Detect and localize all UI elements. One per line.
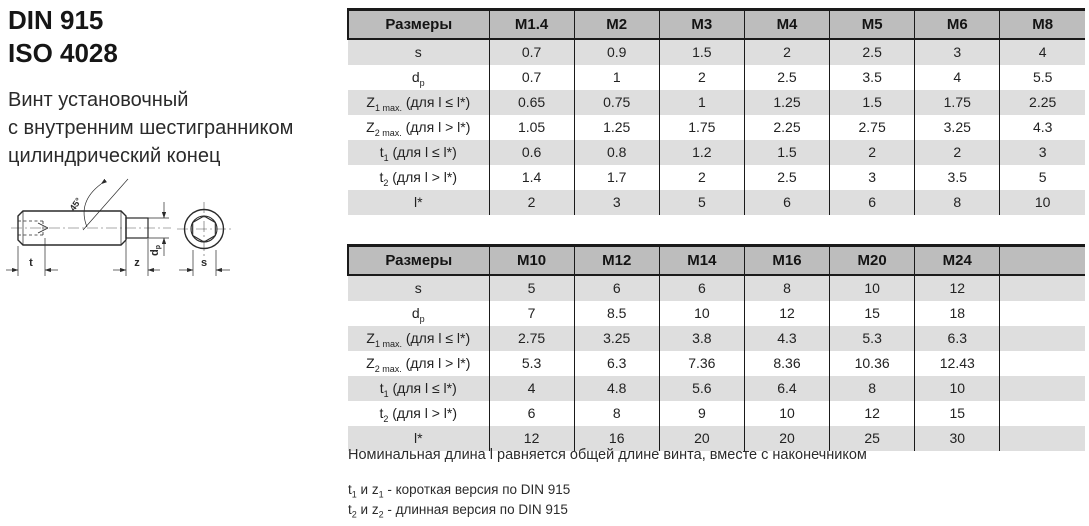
value-cell: 1.5 [744,140,829,165]
row-label: l* [413,194,423,210]
column-header: M16 [744,246,829,276]
column-header: M3 [659,10,744,40]
value-cell: 20 [659,426,744,451]
spec-table-slot-small-sizes [347,8,1085,215]
column-header: M4 [744,10,829,40]
value-cell: 10 [915,376,1000,401]
value-cell: 3.5 [915,165,1000,190]
value-cell: 7 [489,301,574,326]
product-description [8,86,293,170]
value-cell: 5.6 [659,376,744,401]
value-cell: 10.36 [830,351,915,376]
value-cell: 4 [915,65,1000,90]
value-cell: 2.25 [1000,90,1085,115]
row-label: $t_2$ (для l > l*) [379,405,458,424]
table-row [348,65,1085,90]
dimension-t [6,238,58,276]
value-cell: 10 [1000,190,1085,215]
description-line-2: с внутренним шестигранником [8,117,294,139]
table-row [348,140,1085,165]
value-cell: 1.4 [489,165,574,190]
column-header: M2 [574,10,659,40]
table-header-row [348,10,1085,40]
value-cell: 2.75 [489,326,574,351]
value-cell: 3.5 [830,65,915,90]
value-cell: 5.3 [489,351,574,376]
table-row [348,39,1085,65]
value-cell: 3.8 [659,326,744,351]
description-line-1: Винт установочный [8,89,189,111]
row-label: l* [413,430,423,446]
table-row [348,376,1085,401]
standard-iso: ISO 4028 [8,38,118,68]
spec-table-slot-large-sizes [347,244,1085,451]
value-cell: 10 [830,275,915,301]
column-header: M24 [915,246,1000,276]
note-nominal-length: Номинальная длина l равняется общей длине винта, вместе с наконечником [348,447,867,463]
end-view [177,202,231,257]
empty-value-cell [1000,326,1085,351]
table-row [348,90,1085,115]
spec-table-m10-to-m24 [347,244,1085,451]
empty-value-cell [1000,351,1085,376]
chamfer-angle-annotation [68,179,128,230]
value-cell: 2.5 [830,39,915,65]
value-cell: 1 [659,90,744,115]
value-cell: 15 [830,301,915,326]
dimension-dp [148,202,169,256]
value-cell: 6.3 [915,326,1000,351]
value-cell: 8 [574,401,659,426]
value-cell: 0.8 [574,140,659,165]
value-cell: 8 [915,190,1000,215]
value-cell: 3 [1000,140,1085,165]
value-cell: 0.75 [574,90,659,115]
value-cell: 8 [744,275,829,301]
point-length-label: z [134,257,140,269]
value-cell: 9 [659,401,744,426]
value-cell: 8.5 [574,301,659,326]
empty-value-cell [1000,376,1085,401]
value-cell: 1.2 [659,140,744,165]
value-cell: 1.75 [659,115,744,140]
value-cell: 20 [744,426,829,451]
value-cell: 0.6 [489,140,574,165]
column-header: M14 [659,246,744,276]
value-cell: 12 [744,301,829,326]
value-cell: 6.3 [574,351,659,376]
table-row [348,115,1085,140]
dimension-s [179,250,230,276]
column-header: M1.4 [489,10,574,40]
column-header: M20 [830,246,915,276]
socket-depth-label: t [29,257,33,269]
value-cell: 4.8 [574,376,659,401]
value-cell: 0.7 [489,39,574,65]
row-label: $Z_{1 max.}$ (для l ≤ l*) [366,330,471,349]
value-cell: 6 [489,401,574,426]
value-cell: 2.5 [744,65,829,90]
angle-label: 45° [67,195,84,213]
value-cell: 0.7 [489,65,574,90]
value-cell: 1 [574,65,659,90]
table-row [348,275,1085,301]
value-cell: 2 [830,140,915,165]
empty-value-cell [1000,426,1085,451]
value-cell: 3 [574,190,659,215]
value-cell: 1.7 [574,165,659,190]
empty-value-cell [1000,275,1085,301]
table-row [348,351,1085,376]
notes [348,447,867,520]
table-row [348,301,1085,326]
value-cell: 25 [830,426,915,451]
row-label: $Z_{2 max.}$ (для l > l*) [366,119,471,138]
table-header-row [348,246,1085,276]
column-header: M12 [574,246,659,276]
value-cell: 5 [1000,165,1085,190]
value-cell: 0.65 [489,90,574,115]
value-cell: 1.25 [574,115,659,140]
value-cell: 18 [915,301,1000,326]
value-cell: 6 [830,190,915,215]
value-cell: 5 [659,190,744,215]
table-row [348,326,1085,351]
column-header: M5 [830,10,915,40]
row-label: $t_1$ (для l ≤ l*) [379,144,457,163]
value-cell: 2 [744,39,829,65]
value-cell: 3.25 [915,115,1000,140]
value-cell: 2 [915,140,1000,165]
value-cell: 0.9 [574,39,659,65]
row-label: $d_p$ [411,69,425,88]
column-header: M8 [1000,10,1085,40]
value-cell: 7.36 [659,351,744,376]
value-cell: 3.25 [574,326,659,351]
row-label: $t_1$ (для l ≤ l*) [379,380,457,399]
column-header: M6 [915,10,1000,40]
empty-column-header [1000,246,1085,276]
value-cell: 6 [659,275,744,301]
note-long-version: $t_2$ и $z_2$ - длинная версия по DIN 915 [348,502,568,520]
row-label: $Z_{2 max.}$ (для l > l*) [366,355,471,374]
point-diameter-label: dp [149,244,162,256]
value-cell: 12 [915,275,1000,301]
value-cell: 5 [489,275,574,301]
value-cell: 4 [1000,39,1085,65]
note-short-version: $t_1$ и $z_1$ - короткая версия по DIN 915 [348,482,571,500]
row-label: $Z_{1 max.}$ (для l ≤ l*) [366,94,471,113]
value-cell: 6 [574,275,659,301]
row-label: $d_p$ [411,305,425,324]
row-label: s [414,280,422,296]
value-cell: 2 [659,65,744,90]
value-cell: 4.3 [1000,115,1085,140]
table-corner-header: Размеры [348,10,489,40]
value-cell: 10 [744,401,829,426]
value-cell: 2.5 [744,165,829,190]
row-label: $t_2$ (для l > l*) [379,169,458,188]
value-cell: 12 [489,426,574,451]
value-cell: 30 [915,426,1000,451]
value-cell: 12.43 [915,351,1000,376]
empty-value-cell [1000,301,1085,326]
value-cell: 10 [659,301,744,326]
value-cell: 2 [489,190,574,215]
column-header: M10 [489,246,574,276]
value-cell: 1.5 [659,39,744,65]
value-cell: 8 [830,376,915,401]
value-cell: 5.3 [830,326,915,351]
value-cell: 12 [830,401,915,426]
value-cell: 6 [744,190,829,215]
value-cell: 4.3 [744,326,829,351]
value-cell: 2.75 [830,115,915,140]
empty-value-cell [1000,401,1085,426]
value-cell: 6.4 [744,376,829,401]
value-cell: 5.5 [1000,65,1085,90]
hex-size-label: s [200,257,208,269]
table-row [348,190,1085,215]
spec-table-m1_4-to-m8 [347,8,1085,215]
standards-block [8,4,118,70]
description-line-3: цилиндрический конец [8,145,221,167]
table-row [348,165,1085,190]
spec-tables [347,8,1085,451]
table-corner-header: Размеры [348,246,489,276]
value-cell: 2.25 [744,115,829,140]
value-cell: 1.05 [489,115,574,140]
value-cell: 1.25 [744,90,829,115]
standard-din: DIN 915 [8,5,104,35]
table-row [348,401,1085,426]
value-cell: 4 [489,376,574,401]
technical-drawing [5,178,255,296]
value-cell: 8.36 [744,351,829,376]
value-cell: 16 [574,426,659,451]
value-cell: 3 [830,165,915,190]
value-cell: 1.5 [830,90,915,115]
value-cell: 3 [915,39,1000,65]
value-cell: 15 [915,401,1000,426]
value-cell: 2 [659,165,744,190]
row-label: s [414,44,422,60]
value-cell: 1.75 [915,90,1000,115]
